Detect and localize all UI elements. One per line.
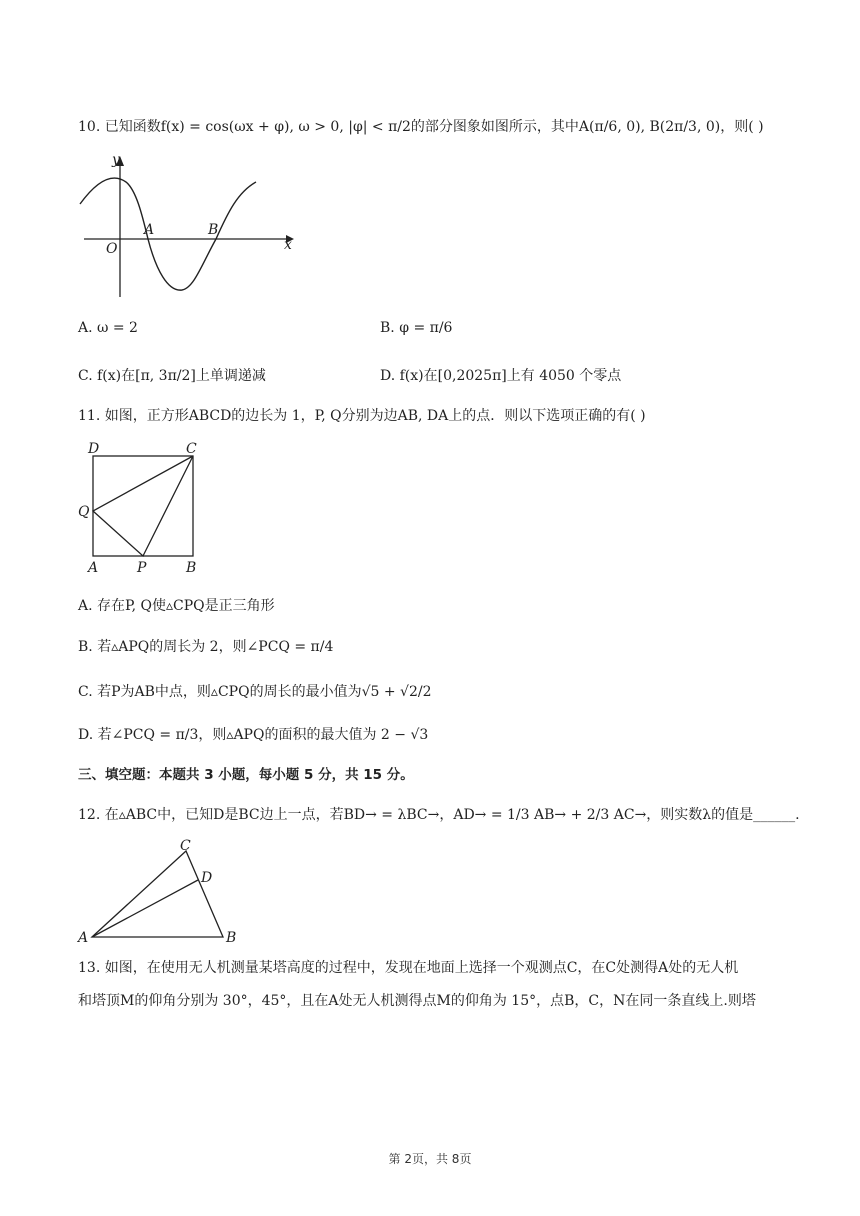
q10-label-o: O [106, 241, 118, 257]
q11-label-b: B [186, 560, 197, 576]
q12-label-b: B [226, 930, 237, 946]
q11-label-d: D [88, 441, 100, 457]
q10-label-a: A [144, 222, 155, 238]
q11-option-a: A. 存在P, Q使▵CPQ是正三角形 [78, 598, 275, 614]
q11-option-b: B. 若▵APQ的周长为 2，则∠PCQ = π/4 [78, 639, 334, 655]
section-3-heading: 三、填空题：本题共 3 小题，每小题 5 分，共 15 分。 [78, 767, 414, 783]
q10-label-b: B [208, 222, 219, 238]
q10-label-x: x [284, 237, 292, 253]
q12-label-a: A [78, 930, 89, 946]
q13-line-1: 13. 如图，在使用无人机测量某塔高度的过程中，发现在地面上选择一个观测点C，在C处测得A处的无人机 [78, 960, 739, 976]
q11-option-c: C. 若P为AB中点，则▵CPQ的周长的最小值为√5 + √2/2 [78, 684, 432, 700]
q10-option-c: C. f(x)在[π, 3π/2]上单调递减 [78, 368, 266, 384]
q13-line-2: 和塔顶M的仰角分别为 30°，45°，且在A处无人机测得点M的仰角为 15°，点B，C，N在同一条直线上.则塔 [78, 993, 756, 1009]
q12-label-d: D [201, 870, 213, 886]
q10-label-y: y [112, 152, 120, 168]
q11-stem: 11. 如图，正方形ABCD的边长为 1，P, Q分别为边AB, DA上的点．则以下选项正确的有( ) [78, 408, 646, 424]
q12-stem: 12. 在▵ABC中，已知D是BC边上一点，若BD→ = λBC→，AD→ = 1/3 AB→ + 2/3 AC→，则实数λ的值是______. [78, 807, 800, 823]
q11-label-c: C [186, 441, 197, 457]
q12-label-c: C [180, 838, 191, 854]
q10-option-a: A. ω = 2 [78, 320, 138, 336]
q11-label-q: Q [78, 504, 90, 520]
q10-stem: 10. 已知函数f(x) = cos(ωx + φ), ω > 0, |φ| < π/2的部分图象如图所示，其中A(π/6, 0), B(2π/3, 0)，则( ) [78, 119, 764, 135]
q11-label-a: A [88, 560, 99, 576]
q10-cosine-graph [76, 152, 296, 302]
q11-square-figure [76, 438, 206, 578]
q11-label-p: P [137, 560, 147, 576]
q12-triangle-figure [76, 838, 246, 948]
q11-option-d: D. 若∠PCQ = π/3，则▵APQ的面积的最大值为 2 − √3 [78, 727, 429, 743]
page-footer: 第 2页，共 8页 [388, 1152, 472, 1166]
q10-option-d: D. f(x)在[0,2025π]上有 4050 个零点 [380, 368, 622, 384]
q10-option-b: B. φ = π/6 [380, 320, 453, 336]
